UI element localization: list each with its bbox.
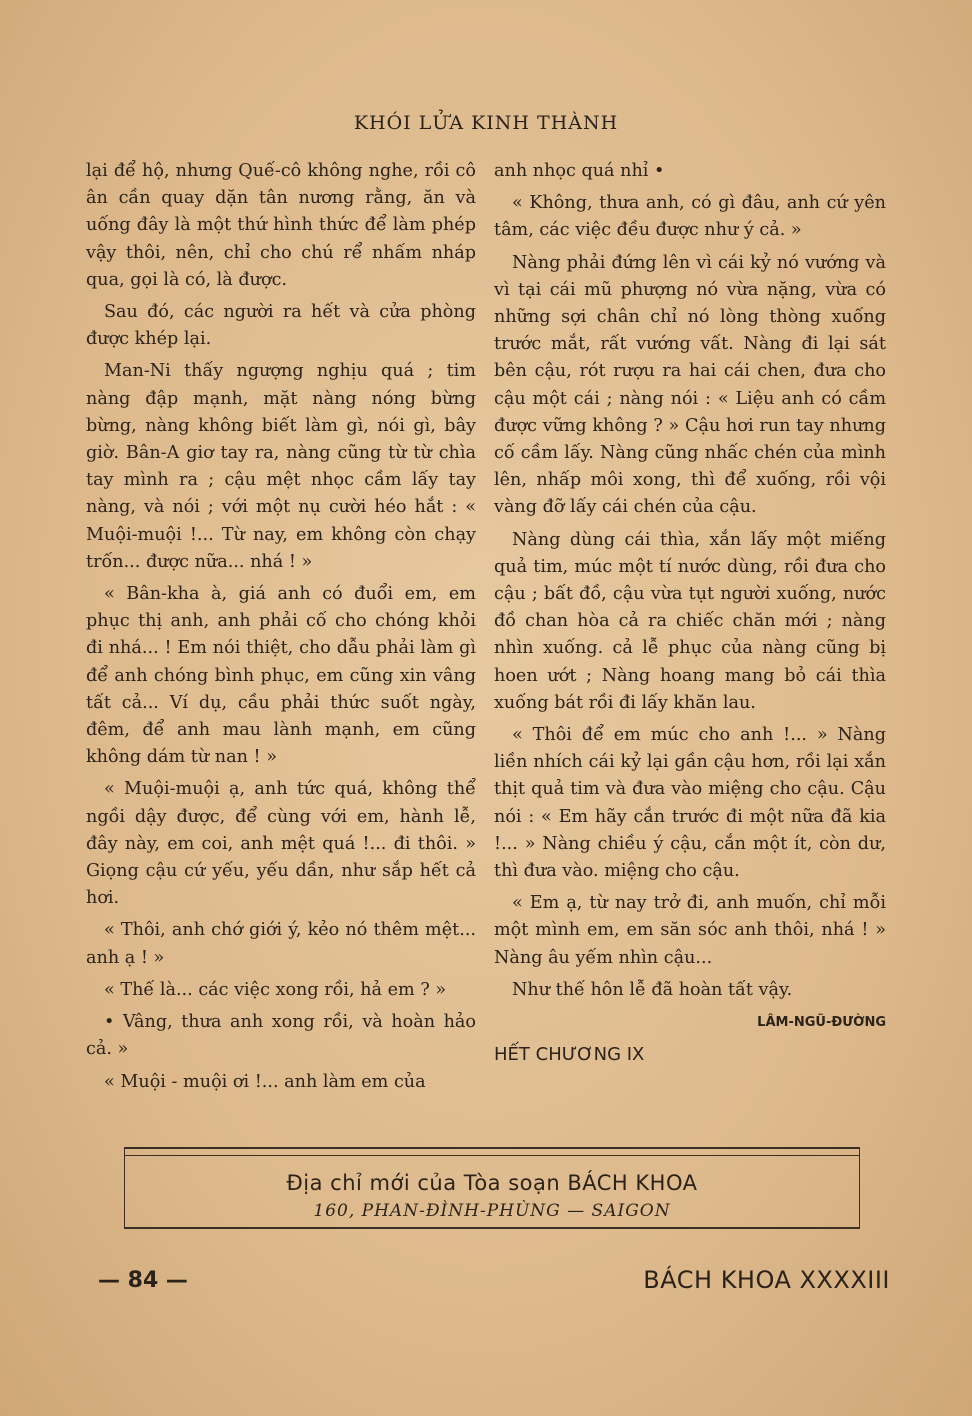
left-column — [86, 158, 476, 1101]
magazine-title: BÁCH KHOA XXXXIII — [643, 1266, 890, 1294]
paragraph: « Thôi, anh chớ giới ý, kẻo nó thêm mệt... anh ạ ! » — [86, 920, 476, 968]
divider — [125, 1155, 859, 1156]
paragraph: « Muội-muội ạ, anh tức quá, không thể ngồi dậy được, để cùng với em, hành lễ, đây này, em coi, anh mệt quá !... đi thôi. » Giọng cậu cứ yếu, yếu dần, như sắp hết cả hơi. — [86, 779, 476, 909]
address-title: Địa chỉ mới của Tòa soạn BÁCH KHOA — [286, 1171, 698, 1195]
paragraph: « Thôi để em múc cho anh !... » Nàng liền nhích cái kỷ lại gần cậu hơn, rồi lại xắn thịt quả tim và đưa vào miệng cho cậu. Cậu nói : « Em hãy cắn trước đi một nữa đã kia !... » Nàng chiều ý cậu, cắn một ít, còn dư, thì đưa vào. miệng cho cậu. — [494, 725, 886, 882]
address-notice — [124, 1147, 860, 1229]
paragraph: anh nhọc quá nhỉ • — [494, 161, 665, 181]
end-chapter: HẾT CHƯƠNG IX — [494, 1044, 645, 1066]
paragraph: « Không, thưa anh, có gì đâu, anh cứ yên tâm, các việc đều được như ý cả. » — [494, 193, 886, 241]
paragraph: Man-Ni thấy ngượng nghịu quá ; tim nàng đập mạnh, mặt nàng nóng bừng bừng, nàng không biết làm gì, nói gì, bây giờ. Bân-A giơ tay ra, nàng cũng từ từ chìa tay mình ra ; cậu mệt nhọc cầm lấy tay nàng, và nói ; với một nụ cười héo hắt : « Muội-muội !... Từ nay, em không còn chạy trốn... được nữa... nhá ! » — [86, 361, 476, 572]
paragraph: « Muội - muội ơi !... anh làm em của — [104, 1071, 426, 1092]
right-column — [494, 158, 886, 1074]
paragraph: « Em ạ, từ nay trở đi, anh muốn, chỉ mỗi một mình em, em săn sóc anh thôi, nhá ! » Nàng âu yếm nhìn cậu... — [494, 893, 886, 968]
paragraph: • Vâng, thưa anh xong rồi, và hoàn hảo cả. » — [86, 1012, 476, 1060]
paragraph: Sau đó, các người ra hết và cửa phòng được khép lại. — [86, 302, 476, 350]
address-line: 160, PHAN-ĐÌNH-PHÙNG — SAIGON — [313, 1201, 671, 1221]
page-number: — 84 — — [98, 1268, 188, 1293]
author-name: LÂM-NGŨ-ĐƯỜNG — [757, 1015, 886, 1031]
paragraph: Như thế hôn lễ đã hoàn tất vậy. — [512, 979, 793, 1000]
paragraph: Nàng phải đứng lên vì cái kỷ nó vướng và vì tại cái mũ phượng nó vừa nặng, vừa có những sợi chân chỉ nó lòng thòng xuống trước mắt, rất vướng vất. Nàng đi lại sát bên cậu, rót rượu ra hai cái chen, đưa cho cậu một cái ; nàng nói : « Liệu anh có cầm được vững không ? » Cậu hơi run tay nhưng cố cầm lấy. Nàng cũng nhấc chén của mình lên, nhấp môi xong, thì để xuống, rồi vội vàng đỡ lấy cái chén của cậu. — [494, 252, 886, 518]
paragraph: lại để hộ, nhưng Quế-cô không nghe, rồi cô ân cần quay dặn tân nương rằng, ăn và uống đây là một thứ hình thức để làm phép vậy thôi, nên, chỉ cho chú rể nhấm nháp qua, gọi là có, là được. — [86, 161, 476, 290]
paragraph: Nàng dùng cái thìa, xắn lấy một miếng quả tim, múc một tí nước dùng, rồi đưa cho cậu ; bất đồ, cậu vừa tụt người xuống, nước đồ chan hòa cả ra chiếc chăn mới ; nàng nhìn xuống. cả lễ phục của nàng cũng bị hoen ướt ; Nàng hoang mang bỏ cái thìa xuống bát rồi đi lấy khăn lau. — [494, 529, 886, 713]
paragraph: « Bân-kha à, giá anh có đuổi em, em phục thị anh, anh phải cố cho chóng khỏi đi nhá... ! Em nói thiệt, cho dẫu phải làm gì để anh chóng bình phục, em cũng xin vâng tất cả... Ví dụ, cầu phải thức suốt ngày, đêm, để anh mau lành mạnh, em cũng không dám từ nan ! » — [86, 584, 476, 768]
paragraph: « Thế là... các việc xong rồi, hả em ? » — [104, 979, 447, 1000]
running-head: KHÓI LỬA KINH THÀNH — [353, 112, 619, 134]
